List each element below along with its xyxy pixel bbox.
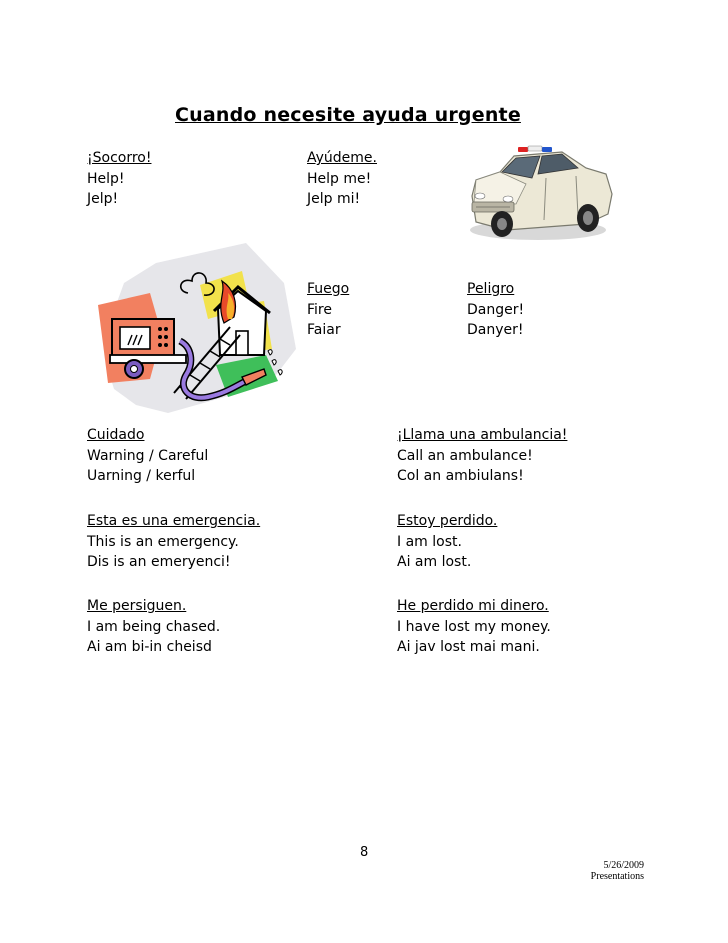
- phrase-pronunciation: Jelp mi!: [307, 191, 361, 207]
- phrase-english: Call an ambulance!: [397, 447, 533, 464]
- phrase-spanish: Estoy perdido.: [397, 513, 498, 529]
- phrase-pronunciation: Ai am bi-in cheisd: [87, 639, 212, 655]
- phrase-block-ayudeme: [307, 148, 377, 210]
- page-number: 8: [360, 845, 369, 860]
- phrase-pronunciation: Dis is an emeryenci!: [87, 554, 231, 570]
- phrase-pronunciation: Uarning / kerful: [87, 468, 196, 484]
- phrase-pronunciation: Col an ambiulans!: [397, 468, 524, 484]
- phrase-spanish: Ayúdeme.: [307, 150, 377, 166]
- phrase-block-peligro: [467, 279, 524, 341]
- phrase-block-cuidado: [87, 425, 208, 487]
- footer-date: 5/26/2009: [603, 860, 644, 871]
- phrase-english: This is an emergency.: [87, 533, 239, 550]
- phrase-block-persiguen: [87, 596, 220, 658]
- phrase-pronunciation: Ai jav lost mai mani.: [397, 639, 540, 655]
- page-title: Cuando necesite ayuda urgente: [175, 104, 521, 126]
- phrase-english: Help me!: [307, 170, 372, 187]
- phrase-english: I am being chased.: [87, 618, 221, 635]
- phrase-pronunciation: Faiar: [307, 322, 341, 338]
- phrase-pronunciation: Ai am lost.: [397, 554, 472, 570]
- phrase-pronunciation: Jelp!: [87, 191, 119, 207]
- phrase-spanish: He perdido mi dinero.: [397, 598, 549, 614]
- phrase-english: I have lost my money.: [397, 618, 551, 635]
- police-car-illustration: [466, 144, 614, 246]
- phrase-spanish: ¡Socorro!: [87, 150, 152, 166]
- phrase-english: I am lost.: [397, 533, 462, 550]
- phrase-spanish: Me persiguen.: [87, 598, 187, 614]
- house-fire-illustration: [96, 243, 296, 413]
- phrase-pronunciation: Danyer!: [467, 322, 524, 338]
- phrase-block-perdido: [397, 511, 497, 573]
- phrase-block-ambulancia: [397, 425, 567, 487]
- phrase-spanish: Esta es una emergencia.: [87, 513, 261, 529]
- phrase-block-socorro: [87, 148, 151, 210]
- phrase-block-emergencia: [87, 511, 260, 573]
- phrase-english: Help!: [87, 170, 125, 187]
- phrase-block-fuego: [307, 279, 349, 341]
- phrase-block-dinero: [397, 596, 551, 658]
- phrase-spanish: Cuidado: [87, 427, 145, 443]
- phrase-spanish: Fuego: [307, 281, 350, 297]
- phrase-spanish: ¡Llama una ambulancia!: [397, 427, 568, 443]
- footer-label: Presentations: [590, 871, 644, 882]
- phrase-english: Fire: [307, 301, 332, 318]
- phrase-english: Warning / Careful: [87, 447, 209, 464]
- phrase-english: Danger!: [467, 301, 525, 318]
- page-footer: [591, 860, 644, 882]
- phrase-spanish: Peligro: [467, 281, 515, 297]
